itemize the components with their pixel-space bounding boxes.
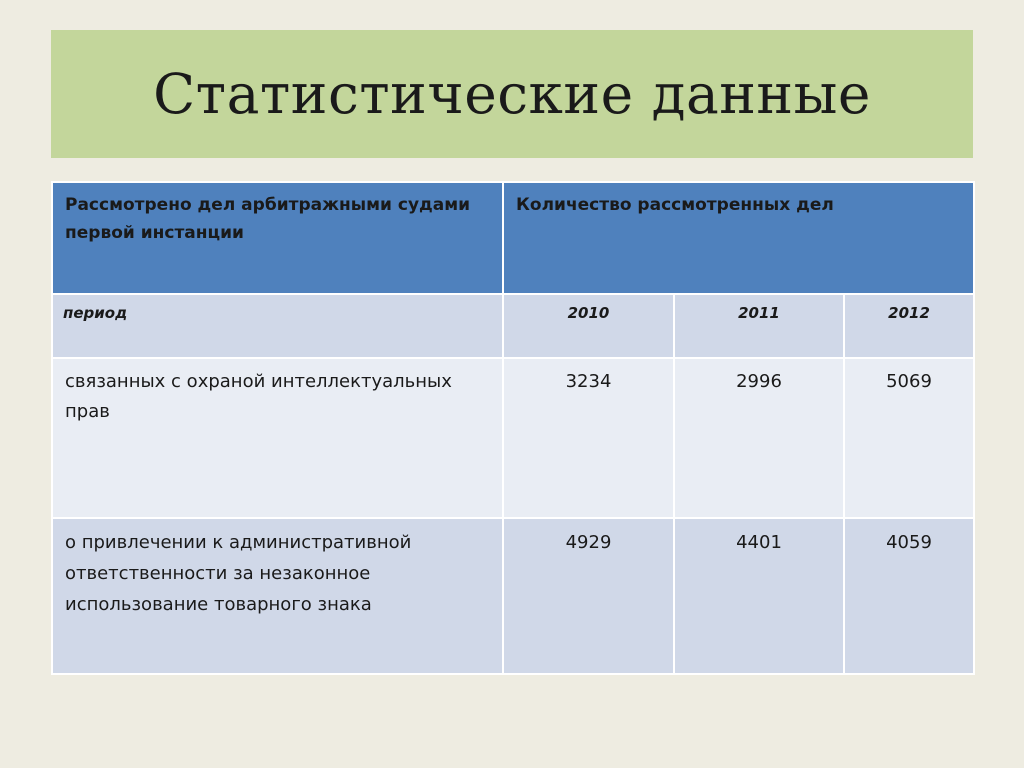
value-cell: 3234 (503, 358, 674, 518)
value-cell: 5069 (844, 358, 974, 518)
page-title: Статистические данные (153, 62, 871, 126)
table-row (52, 518, 974, 674)
period-label: период (52, 294, 503, 358)
value-cell: 2996 (674, 358, 844, 518)
header-count-label: Количество рассмотренных дел (503, 182, 974, 294)
table-row (52, 358, 974, 518)
value-cell: 4059 (844, 518, 974, 674)
year-cell: 2010 (503, 294, 674, 358)
year-cell: 2012 (844, 294, 974, 358)
title-bar (51, 30, 973, 158)
table-header-row (52, 182, 974, 294)
value-cell: 4401 (674, 518, 844, 674)
statistics-table (51, 181, 975, 675)
year-cell: 2011 (674, 294, 844, 358)
value-cell: 4929 (503, 518, 674, 674)
header-cases-label: Рассмотрено дел арбитражными судами первой инстанции (52, 182, 503, 294)
table-period-row (52, 294, 974, 358)
row-label: связанных с охраной интеллектуальных прав (52, 358, 503, 518)
row-label: о привлечении к административной ответственности за незаконное использование товарного знака (52, 518, 503, 674)
